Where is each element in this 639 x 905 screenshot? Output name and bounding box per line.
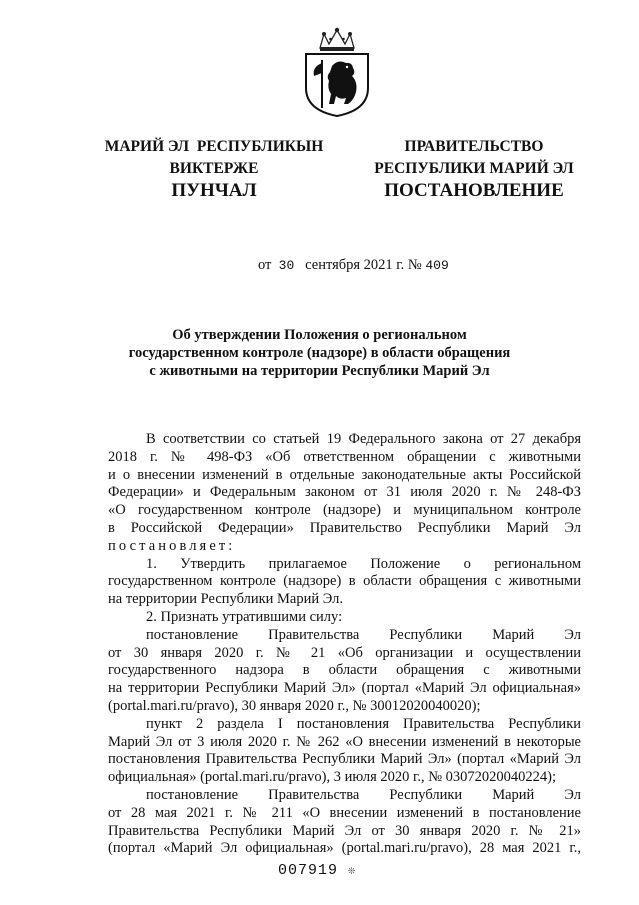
document-number: 409 (425, 258, 449, 273)
title-line: государственном контроле (надзоре) в области обращения (128, 345, 511, 361)
body-line: Федерации» и Федеральным законом от 31 июля 2020 г. № 248-ФЗ (108, 484, 581, 501)
header-left-line2: ВИКТЕРЖЕ (169, 160, 259, 177)
body-line: постановляет: (108, 537, 236, 554)
document-body (108, 431, 581, 858)
body-line: постановления Правительства Республики Марий Эл» (портал «Марий Эл (108, 751, 581, 768)
title-line: Об утверждении Положения о региональном (172, 327, 467, 343)
document-date-line (258, 257, 449, 274)
body-line: в Российской Федерации» Правительство Республики Марий Эл (108, 519, 581, 536)
body-line: от 28 мая 2021 г. № 211 «О внесении изменений в постановление (108, 804, 581, 821)
doc-type-russian: ПОСТАНОВЛЕНИЕ (384, 180, 564, 201)
body-line: В соответствии со статьей 19 Федерального закона от 27 декабря (146, 431, 581, 447)
serial-number: 007919 (278, 862, 339, 879)
body-line: Правительства Республики Марий Эл от 30 января 2020 г. № 21» (108, 822, 581, 839)
body-line: «О государственном контроле (надзоре) и муниципальном контроле (108, 502, 581, 519)
body-line: государственном контроле (надзоре) в области обращения с животными (108, 573, 581, 590)
body-line: 1. Утвердить прилагаемое Положение о региональном (146, 555, 581, 572)
body-line: 2. Признать утратившими силу: (146, 608, 343, 625)
header-right-line1: ПРАВИТЕЛЬСТВО (404, 138, 544, 155)
header-left-line1: МАРИЙ ЭЛ РЕСПУБЛИКЫН (104, 138, 324, 155)
date-day: 30 (278, 258, 295, 273)
body-line: постановление Правительства Республики Марий Эл (146, 626, 581, 643)
body-line: постановление Правительства Республики Марий Эл (146, 786, 581, 803)
body-line: на территории Республики Марий Эл. (108, 591, 343, 608)
date-month-year: сентября 2021 г. № (305, 257, 422, 273)
date-prefix: от (258, 257, 272, 273)
doc-type-mari: ПУНЧАЛ (171, 180, 257, 201)
title-line: с животными на территории Республики Марий Эл (149, 363, 490, 379)
body-line: пункт 2 раздела I постановления Правительства Республики (146, 715, 581, 732)
header-mari (96, 136, 332, 180)
header-right-line2: РЕСПУБЛИКИ МАРИЙ ЭЛ (374, 160, 574, 177)
body-line: (portal.mari.ru/pravo), 30 января 2020 г., № 30012020040020); (108, 697, 481, 714)
footer-serial (278, 862, 356, 879)
body-line: 2018 г. № 498-ФЗ «Об ответственном обращении с животными (108, 448, 581, 465)
body-line: от 30 января 2020 г. № 21 «Об организации и осуществлении (108, 644, 581, 661)
coat-of-arms-emblem (296, 26, 378, 118)
header-russian (354, 136, 594, 180)
body-line: и о внесении изменений в отдельные законодательные акты Российской (108, 466, 581, 483)
body-line: официальная» (portal.mari.ru/pravo), 3 июля 2020 г., № 03072020040224); (108, 769, 557, 786)
body-line: (портал «Марий Эл официальная» (portal.mari.ru/pravo), 28 мая 2021 г., (108, 840, 581, 857)
document-title (100, 326, 539, 380)
body-line: на территории Республики Марий Эл» (портал «Марий Эл официальная» (108, 680, 581, 697)
body-line: Марий Эл от 3 июля 2020 г. № 262 «О внесении изменений в некоторые (108, 733, 581, 750)
serial-mark-icon: ❊ (348, 864, 357, 878)
body-line: государственного надзора в области обращения с животными (108, 662, 581, 679)
